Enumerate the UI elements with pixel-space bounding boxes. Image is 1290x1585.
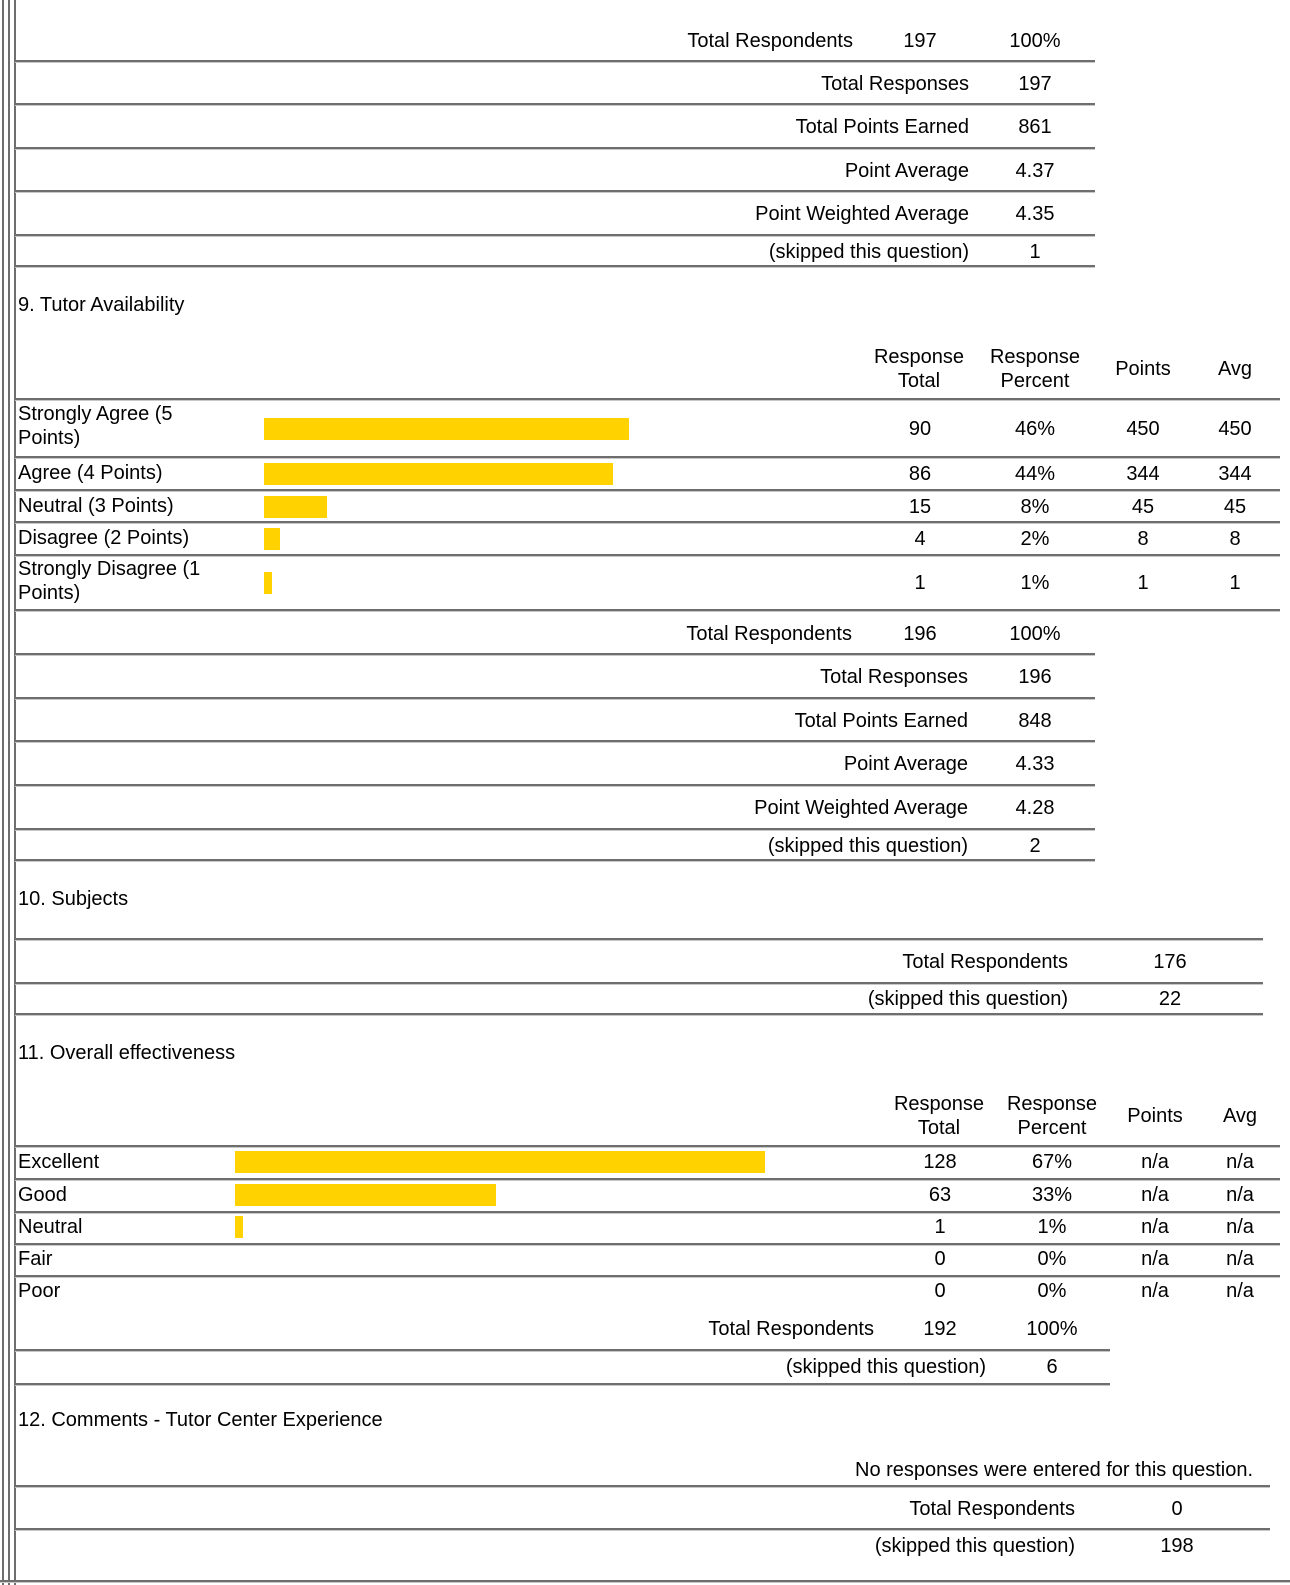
total-points-value: 861 <box>1018 116 1052 138</box>
points: 8 <box>1137 528 1149 550</box>
point-weighted-average-value: 4.28 <box>1015 797 1055 819</box>
row-label: Strongly Agree (5 Points) <box>18 403 173 449</box>
point-average-value: 4.37 <box>1015 160 1055 182</box>
points: 45 <box>1131 495 1155 518</box>
left-border-inner <box>8 0 10 1585</box>
divider <box>15 1178 1280 1181</box>
divider <box>15 60 1095 63</box>
response-percent: 46% <box>1014 418 1056 440</box>
divider <box>15 1485 1270 1488</box>
divider <box>15 103 1095 106</box>
response-total: 86 <box>908 463 932 485</box>
skipped-value: 198 <box>1160 1535 1194 1557</box>
row-label: Neutral (3 Points) <box>18 495 174 517</box>
skipped-label: (skipped this question) <box>867 988 1068 1010</box>
response-percent: 8% <box>1020 495 1050 518</box>
avg: n/a <box>1226 1216 1254 1238</box>
total-responses-label: Total Responses <box>820 666 968 688</box>
header-avg: Avg <box>1222 1105 1258 1127</box>
avg: 450 <box>1218 418 1252 440</box>
divider <box>15 1211 1280 1214</box>
divider <box>15 147 1095 150</box>
avg: n/a <box>1226 1184 1254 1206</box>
divider <box>15 1145 1280 1148</box>
total-respondents-value: 0 <box>1171 1498 1183 1520</box>
divider <box>15 609 1280 612</box>
left-border <box>2 0 4 1585</box>
response-total: 4 <box>914 528 926 550</box>
skipped-value: 22 <box>1158 988 1182 1010</box>
header-response-percent: Response Percent <box>1006 1093 1098 1139</box>
question-title: 11. Overall effectiveness <box>18 1042 236 1064</box>
row-label: Strongly Disagree (1 Points) <box>18 558 201 604</box>
total-respondents-percent: 100% <box>1026 1318 1078 1340</box>
response-bar <box>264 528 280 550</box>
row-label: Good <box>18 1184 67 1206</box>
skipped-label: (skipped this question) <box>785 1356 986 1378</box>
divider <box>15 859 1095 862</box>
response-bar <box>235 1184 496 1206</box>
response-bar <box>235 1216 243 1238</box>
row-label: Disagree (2 Points) <box>18 527 190 549</box>
total-respondents-value: 192 <box>923 1318 957 1340</box>
question-title: 10. Subjects <box>18 888 129 910</box>
row-label: Poor <box>18 1280 61 1302</box>
divider <box>15 1275 1280 1278</box>
points: 344 <box>1126 463 1160 485</box>
row-label: Fair <box>18 1248 53 1270</box>
divider <box>15 489 1280 492</box>
header-points: Points <box>1115 358 1171 380</box>
response-total: 1 <box>914 572 926 594</box>
total-respondents-label: Total Respondents <box>687 30 853 52</box>
response-percent: 0% <box>1037 1280 1067 1302</box>
points: n/a <box>1141 1151 1169 1173</box>
divider <box>15 234 1095 237</box>
response-percent: 2% <box>1020 528 1050 550</box>
point-average-value: 4.33 <box>1015 753 1055 775</box>
response-total: 63 <box>928 1184 952 1206</box>
header-response-percent: Response Percent <box>989 346 1081 392</box>
total-respondents-value: 197 <box>903 30 937 52</box>
response-percent: 0% <box>1037 1248 1067 1270</box>
avg: 8 <box>1229 528 1241 550</box>
total-responses-value: 196 <box>1018 666 1052 688</box>
header-response-total: Response Total <box>873 346 965 392</box>
point-weighted-average-label: Point Weighted Average <box>755 203 969 225</box>
response-bar <box>264 572 272 594</box>
divider <box>15 1383 1110 1386</box>
avg: n/a <box>1226 1151 1254 1173</box>
response-total: 128 <box>923 1151 957 1173</box>
total-responses-label: Total Responses <box>821 73 969 95</box>
response-percent: 1% <box>1020 572 1050 594</box>
total-respondents-label: Total Respondents <box>708 1318 874 1340</box>
total-responses-value: 197 <box>1018 73 1052 95</box>
header-avg: Avg <box>1217 358 1253 380</box>
divider <box>15 1243 1280 1246</box>
response-total: 90 <box>908 418 932 440</box>
row-label: Neutral <box>18 1216 83 1238</box>
response-percent: 1% <box>1037 1216 1067 1238</box>
avg: n/a <box>1226 1248 1254 1270</box>
divider <box>15 828 1095 831</box>
total-points-label: Total Points Earned <box>794 710 968 732</box>
skipped-label: (skipped this question) <box>767 835 968 857</box>
point-weighted-average-label: Point Weighted Average <box>754 797 968 819</box>
divider <box>15 521 1280 524</box>
total-respondents-percent: 100% <box>1009 623 1061 645</box>
response-bar <box>264 463 613 485</box>
points: 1 <box>1137 572 1149 594</box>
total-respondents-value: 176 <box>1153 951 1187 973</box>
header-response-total: Response Total <box>893 1093 985 1139</box>
skipped-label: (skipped this question) <box>768 241 969 263</box>
divider <box>15 938 1263 941</box>
total-respondents-label: Total Respondents <box>686 623 852 645</box>
table-left-border <box>14 0 16 1585</box>
response-percent: 44% <box>1014 463 1056 485</box>
divider <box>15 784 1095 787</box>
skipped-label: (skipped this question) <box>874 1535 1075 1557</box>
total-respondents-label: Total Respondents <box>909 1498 1075 1520</box>
avg: 344 <box>1218 463 1252 485</box>
point-weighted-average-value: 4.35 <box>1015 203 1055 225</box>
points: n/a <box>1141 1280 1169 1302</box>
avg: 45 <box>1223 495 1247 518</box>
row-label: Excellent <box>18 1151 100 1173</box>
question-title: 12. Comments - Tutor Center Experience <box>18 1409 383 1431</box>
points: 450 <box>1126 418 1160 440</box>
response-total: 1 <box>934 1216 946 1238</box>
response-total: 0 <box>934 1280 946 1302</box>
response-percent: 67% <box>1031 1151 1073 1173</box>
points: n/a <box>1141 1184 1169 1206</box>
response-percent: 33% <box>1031 1184 1073 1206</box>
no-responses-message: No responses were entered for this question. <box>855 1459 1253 1481</box>
total-respondents-value: 196 <box>903 623 937 645</box>
divider <box>15 697 1095 700</box>
divider <box>15 398 1280 401</box>
total-respondents-label: Total Respondents <box>902 951 1068 973</box>
response-bar <box>264 496 327 518</box>
divider <box>15 653 1095 656</box>
divider <box>15 1528 1270 1531</box>
response-bar <box>264 418 629 440</box>
points: n/a <box>1141 1216 1169 1238</box>
response-bar <box>235 1151 765 1173</box>
skipped-value: 6 <box>1046 1356 1058 1378</box>
divider <box>15 982 1263 985</box>
avg: n/a <box>1226 1280 1254 1302</box>
divider <box>15 1013 1263 1016</box>
header-points: Points <box>1127 1105 1183 1127</box>
divider <box>15 456 1280 459</box>
response-total: 0 <box>934 1248 946 1270</box>
bottom-border <box>0 1580 1290 1583</box>
total-points-label: Total Points Earned <box>795 116 969 138</box>
response-total: 15 <box>908 495 932 518</box>
divider <box>15 740 1095 743</box>
total-respondents-percent: 100% <box>1009 30 1061 52</box>
divider <box>15 265 1095 268</box>
avg: 1 <box>1229 572 1241 594</box>
points: n/a <box>1141 1248 1169 1270</box>
question-title: 9. Tutor Availability <box>18 294 185 316</box>
total-points-value: 848 <box>1018 710 1052 732</box>
row-label: Agree (4 Points) <box>18 462 163 484</box>
point-average-label: Point Average <box>843 753 968 775</box>
divider <box>15 1349 1110 1352</box>
divider <box>15 190 1095 193</box>
skipped-value: 1 <box>1029 241 1041 263</box>
skipped-value: 2 <box>1029 835 1041 857</box>
point-average-label: Point Average <box>844 160 969 182</box>
